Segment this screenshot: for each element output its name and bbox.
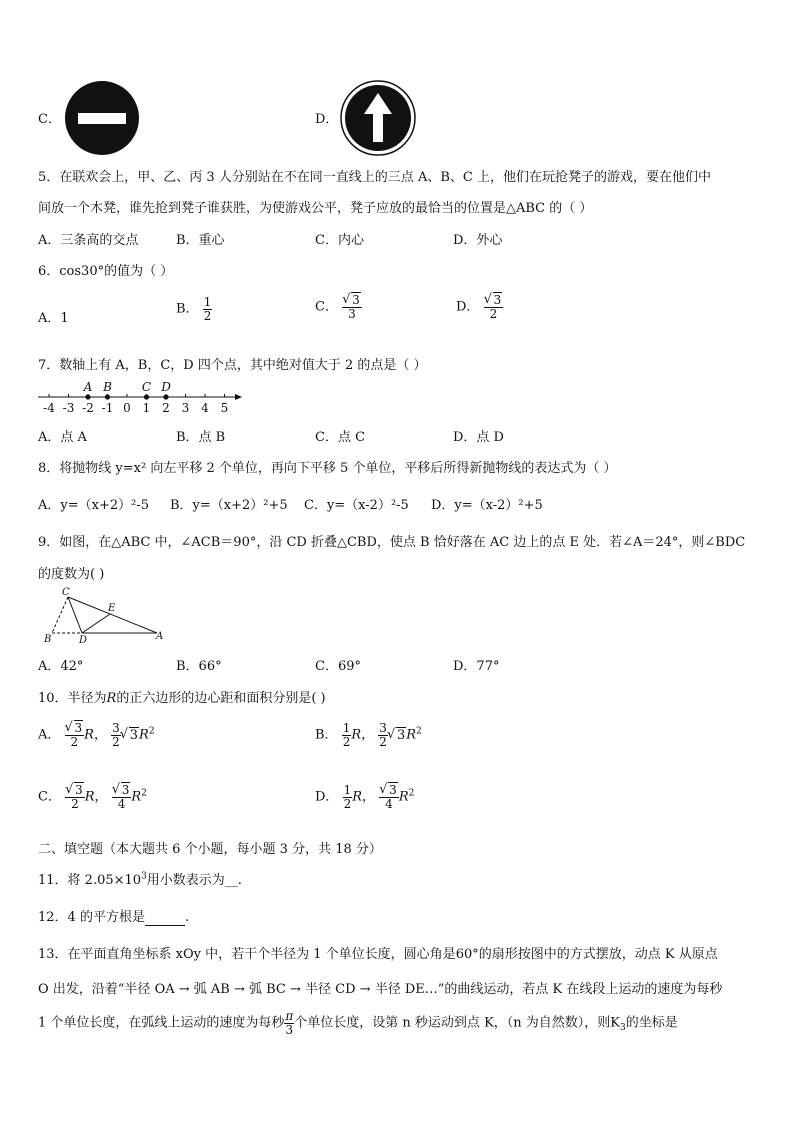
- q7-option-b: B．点 B: [176, 430, 226, 445]
- number-line-figure: [36, 378, 246, 418]
- q13-line2: O 出发，沿着“半径 OA → 弧 AB → 弧 BC → 半径 CD → 半径 DE…”的曲线运动，若点 K 在线段上运动的速度为每秒: [38, 982, 723, 997]
- q10-stem: 10．半径为R的正六边形的边心距和面积分别是( ): [38, 691, 326, 706]
- q10-option-d: D． $\frac{1}{2}$ R， √ $\frac{3}{4}$ $R^2$: [315, 784, 414, 810]
- number-line-tick-label: 1: [142, 401, 151, 415]
- q6-d-label: D．: [456, 299, 480, 315]
- number-line-point: [85, 394, 90, 399]
- q7-option-d: D．点 D: [453, 430, 504, 445]
- number-line-tick-label: -2: [82, 401, 94, 415]
- q6-c-label: C．: [315, 299, 338, 315]
- q7-stem: 7．数轴上有 A，B，C，D 四个点，其中绝对值大于 2 的点是（ ）: [38, 358, 427, 373]
- fig-label-c: C: [62, 587, 70, 598]
- number-line-tick-label: 5: [220, 401, 229, 415]
- number-line-tick-label: 0: [123, 401, 131, 415]
- q6-option-d: [456, 294, 503, 320]
- option-d-label: D．: [315, 112, 339, 127]
- q5-option-b: B．重心: [176, 233, 225, 248]
- number-line-tick-label: 3: [181, 401, 190, 415]
- q8-option-c: C．y=（x-2）²-5: [304, 498, 409, 513]
- number-line-tick-label: -4: [43, 401, 55, 415]
- q8-stem: 8．将抛物线 y=x² 向左平移 2 个单位，再向下平移 5 个单位，平移后所得新抛物线的表达式为（ ）: [38, 461, 617, 476]
- fig-label-a: A: [156, 631, 164, 642]
- q12-answer-blank[interactable]: [145, 910, 185, 926]
- q13-line3: 1 个单位长度，在弧线上运动的速度为每秒 $\frac{\pi}{3}$ 个单位长度，设第 n 秒运动到点 K，（n 为自然数），则$K_3$的坐标是: [38, 1009, 678, 1037]
- q9-option-d: D．77°: [453, 659, 500, 674]
- q10-option-a: A． √ $\frac{3}{2}$ R， $\frac{3}{2}$ √ $3R^2$: [38, 722, 155, 748]
- q13-pi-fraction: $\frac{\pi}{3}$: [285, 1009, 294, 1037]
- number-line-tick-label: -3: [62, 401, 75, 415]
- q6-b-fraction: $\frac{1}{2}$: [203, 295, 212, 323]
- q9-option-c: C．69°: [315, 659, 361, 674]
- q5-option-c: C．内心: [315, 233, 364, 248]
- q9-line2: 的度数为( ): [38, 567, 105, 582]
- number-line-point: [144, 394, 149, 399]
- q6-option-a: A．1: [38, 311, 69, 326]
- q5-option-d: D．外心: [453, 233, 503, 248]
- number-line-tick-label: -1: [101, 401, 114, 415]
- straight-ahead-sign-icon: [340, 80, 416, 156]
- number-line-point-label: C: [141, 380, 152, 394]
- q8-option-b: B．y=（x+2）²+5: [170, 498, 288, 513]
- q8-option-a: A．y=（x+2）²-5: [38, 498, 149, 513]
- q13-line1: 13．在平面直角坐标系 xOy 中，若干个半径为 1 个单位长度，圆心角是60°的扇形按图中的方式摆放，动点 K 从原点: [38, 947, 718, 962]
- q5-option-a: A．三条高的交点: [38, 233, 139, 248]
- q9-option-a: A．42°: [38, 659, 84, 674]
- q5-line2: 间放一个木凳，谁先抢到凳子谁获胜，为使游戏公平，凳子应放的最恰当的位置是△ABC 的（ ）: [38, 201, 593, 216]
- fig-label-e: E: [108, 603, 116, 614]
- number-line-point: [163, 394, 168, 399]
- q10-option-c: C． √ $\frac{3}{2}$ R， √ $\frac{3}{4}$ $R^2$: [38, 784, 147, 810]
- triangle-fold-figure: [42, 585, 172, 643]
- q7-option-a: A．点 A: [38, 430, 87, 445]
- q11: 11．将 $2.05\times 10^3$用小数表示为__.: [38, 871, 242, 888]
- q6-option-c: [315, 294, 362, 320]
- number-line-point-label: A: [83, 380, 93, 394]
- q7-option-c: C．点 C: [315, 430, 366, 445]
- no-entry-sign-icon: [64, 80, 140, 156]
- q5-line1: 5．在联欢会上，甲、乙、丙 3 人分别站在不在同一直线上的三点 A、B、C 上，他们在玩抢凳子的游戏，要在他们中: [38, 170, 711, 185]
- q9-line1: 9．如图，在△ABC 中，∠ACB＝90°，沿 CD 折叠△CBD，使点 B 恰好落在 AC 边上的点 E 处．若∠A＝24°，则∠BDC: [38, 535, 746, 550]
- q6-c-fraction: √ $\frac{3}{3}$: [342, 294, 362, 320]
- option-c-label: C．: [38, 112, 61, 127]
- fig-label-b: B: [44, 634, 52, 643]
- number-line-tick-label: 2: [162, 401, 170, 415]
- section-2-heading: 二、填空题（本大题共 6 个小题，每小题 3 分，共 18 分）: [38, 842, 382, 857]
- q12: 12．4 的平方根是 .: [38, 910, 190, 925]
- q9-option-b: B．66°: [176, 659, 222, 674]
- number-line-point: [105, 394, 110, 399]
- q6-b-label: B．: [176, 301, 199, 317]
- fig-label-d: D: [79, 635, 88, 643]
- q6-option-b: [176, 296, 212, 322]
- q8-option-d: D．y=（x-2）²+5: [431, 498, 543, 513]
- number-line-point-label: B: [103, 380, 112, 394]
- number-line-tick-label: 4: [201, 401, 209, 415]
- q10-option-b: B． $\frac{1}{2}$ R， $\frac{3}{2}$ √ $3R^2$: [315, 722, 422, 748]
- number-line-point-label: D: [161, 380, 171, 394]
- q6-stem: 6．cos30°的值为（ ）: [38, 264, 174, 279]
- q6-d-fraction: √ $\frac{3}{2}$: [484, 294, 504, 320]
